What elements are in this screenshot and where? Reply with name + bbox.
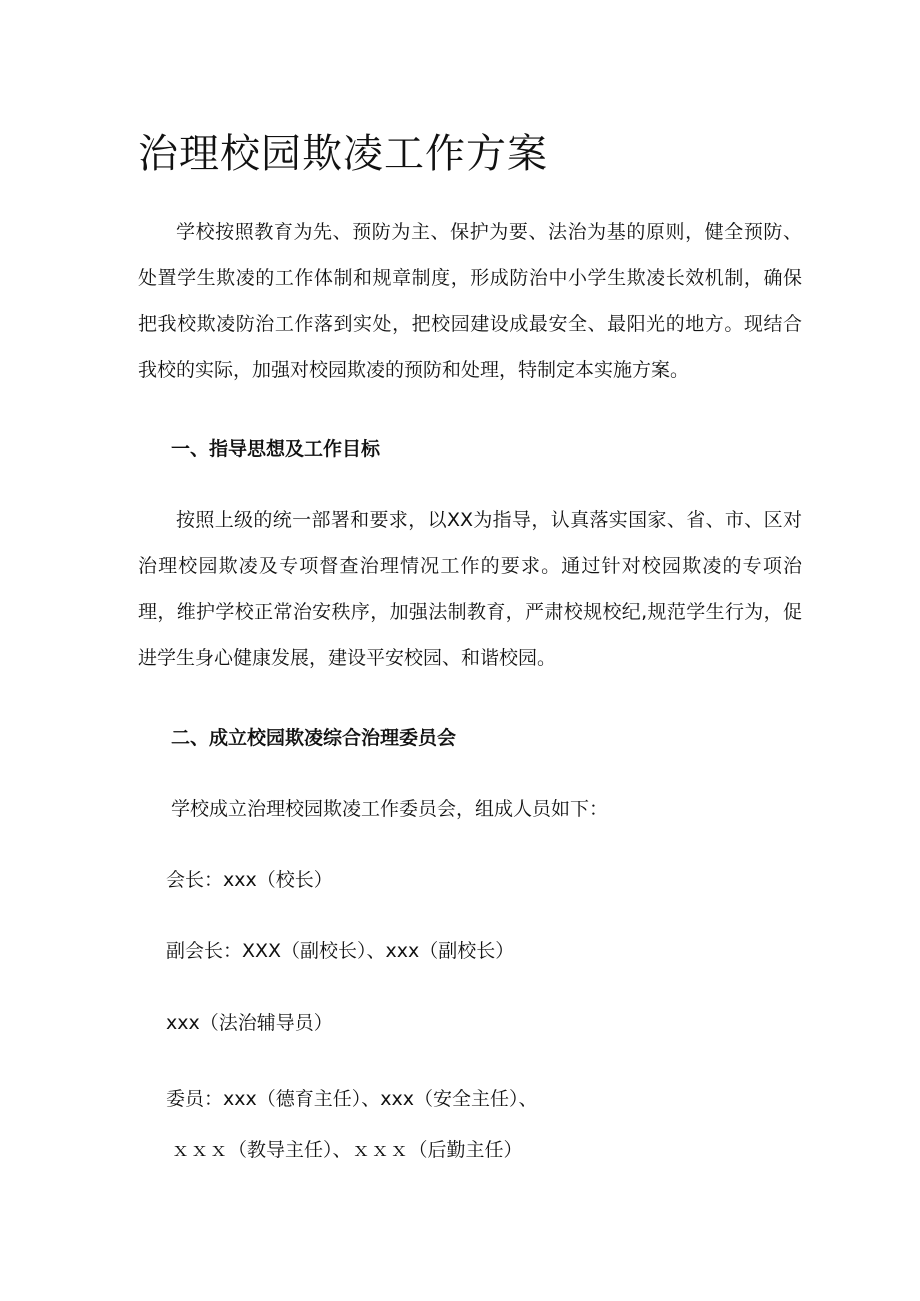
committee-legal-advisor: xxx（法治辅导员） xyxy=(166,1012,333,1034)
committee-president: 会长：xxx（校长） xyxy=(166,869,333,891)
section-1-body: 按照上级的统一部署和要求，以XX为指导，认真落实国家、省、市、区对治理校园欺凌及专项督查治理情况工作的要求。通过针对校园欺凌的专项治理，维护学校正常治安秩序，加强法制教育，严肃校规校纪,规范学生行为，促进学生身心健康发展，建设平安校园、和谐校园。 xyxy=(138,509,802,669)
section-heading-2: 二、成立校园欺凌综合治理委员会 xyxy=(171,727,457,749)
section-heading-1: 一、指导思想及工作目标 xyxy=(171,438,381,460)
committee-intro: 学校成立治理校园欺凌工作委员会，组成人员如下： xyxy=(171,798,609,820)
committee-members-line-1: 委员：xxx（德育主任）、xxx（安全主任）、 xyxy=(166,1088,538,1110)
document-title: 治理校园欺凌工作方案 xyxy=(138,131,548,177)
committee-members-line-2: ｘｘｘ（教导主任）、ｘｘｘ（后勤主任） xyxy=(171,1139,523,1161)
intro-paragraph: 学校按照教育为先、预防为主、保护为要、法治为基的原则，健全预防、处置学生欺凌的工作体制和规章制度，形成防治中小学生欺凌长效机制，确保把我校欺凌防治工作落到实处，把校园建设成最安全、最阳光的地方。现结合我校的实际，加强对校园欺凌的预防和处理，特制定本实施方案。 xyxy=(138,221,802,381)
committee-vice-president: 副会长：XXX（副校长）、xxx（副校长） xyxy=(166,940,515,962)
